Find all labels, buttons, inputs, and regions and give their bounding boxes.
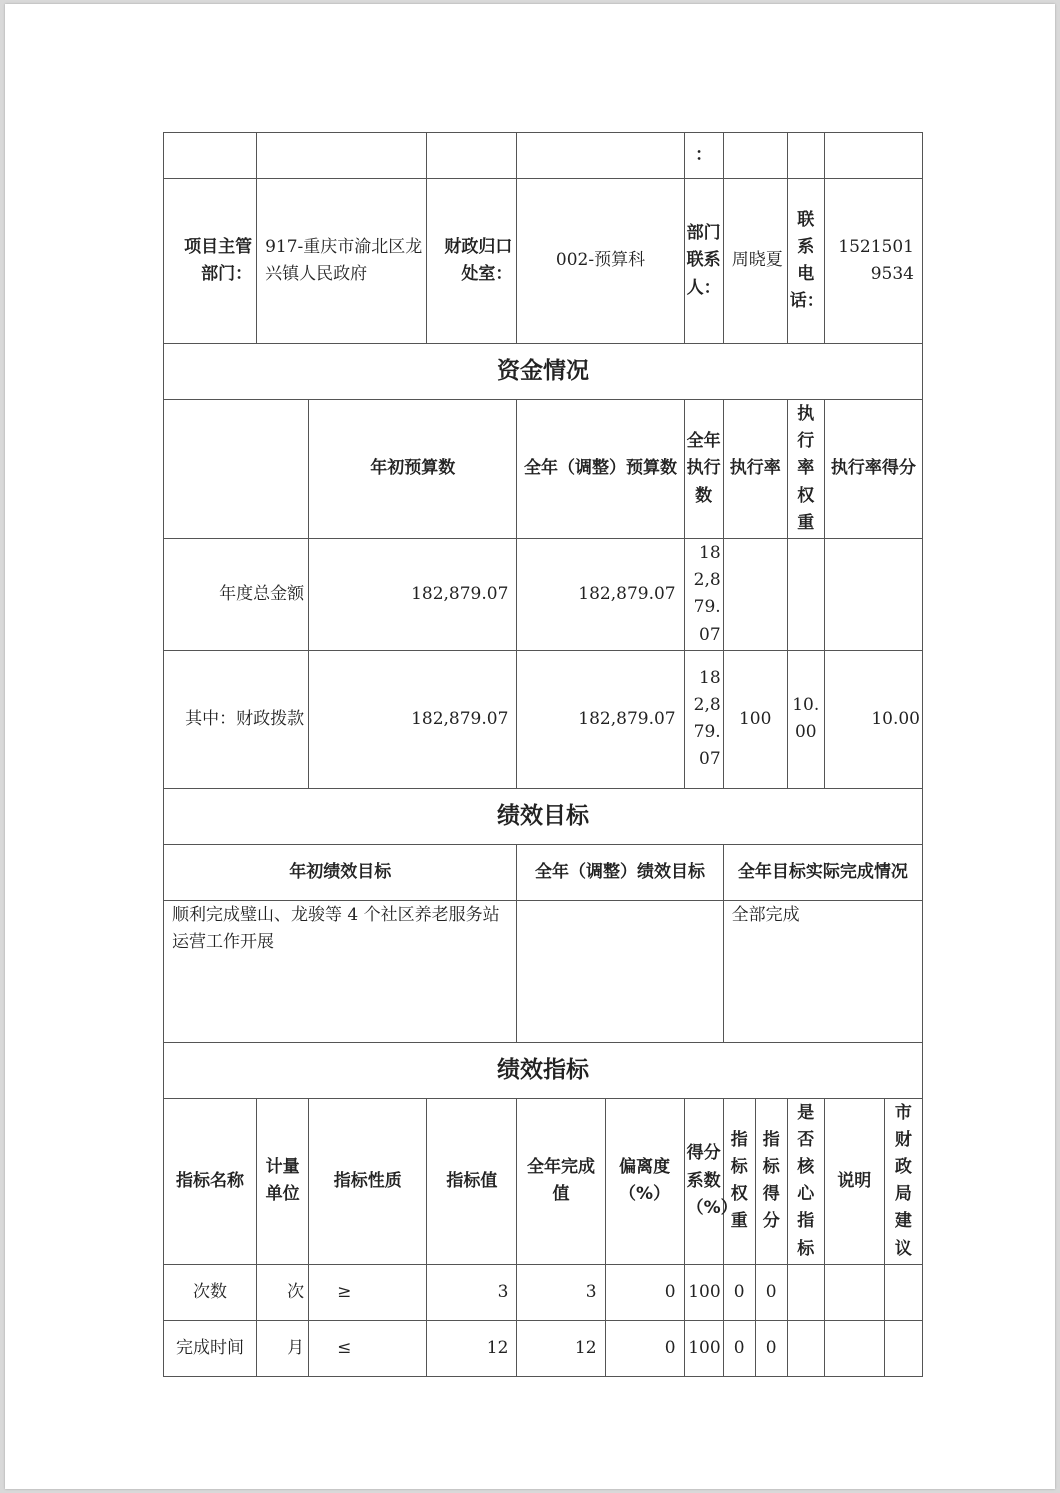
ind-advice bbox=[884, 1320, 922, 1376]
ind-header-unit: 计量单位 bbox=[257, 1098, 309, 1264]
ind-unit: 月 bbox=[257, 1320, 309, 1376]
indicators-section-title: 绩效指标 bbox=[164, 1042, 923, 1098]
funds-header-row bbox=[164, 400, 923, 539]
ind-header-coef: 得分系数（%） bbox=[684, 1098, 723, 1264]
funds-header-rate: 执行率 bbox=[723, 400, 787, 539]
ind-weight: 0 bbox=[723, 1320, 755, 1376]
goals-header-initial: 年初绩效目标 bbox=[164, 844, 517, 900]
ind-deviation: 0 bbox=[605, 1320, 684, 1376]
blank-cell bbox=[723, 133, 787, 179]
blank-cell bbox=[164, 133, 257, 179]
blank-cell bbox=[517, 133, 684, 179]
document-page bbox=[5, 4, 1055, 1489]
phone-label: 联系电话： bbox=[787, 179, 824, 344]
ind-unit: 次 bbox=[257, 1264, 309, 1320]
ind-header-deviation: 偏离度（%） bbox=[605, 1098, 684, 1264]
ind-done: 3 bbox=[517, 1264, 605, 1320]
goals-header-actual: 全年目标实际完成情况 bbox=[723, 844, 922, 900]
funds-row-rate: 100 bbox=[723, 650, 787, 788]
funds-row-weight: 10.00 bbox=[787, 650, 824, 788]
performance-form-table bbox=[163, 132, 923, 1377]
ind-header-weight: 指标权重 bbox=[723, 1098, 755, 1264]
contact-value: 周晓夏 bbox=[723, 179, 787, 344]
funds-row-score: 10.00 bbox=[824, 650, 922, 788]
indicators-section-row bbox=[164, 1042, 923, 1098]
ind-header-name: 指标名称 bbox=[164, 1098, 257, 1264]
funds-header-blank bbox=[164, 400, 309, 539]
ind-note bbox=[824, 1264, 884, 1320]
goals-actual-text: 全部完成 bbox=[723, 900, 922, 1042]
office-value: 002-预算科 bbox=[517, 179, 684, 344]
goals-section-row bbox=[164, 788, 923, 844]
funds-section-title: 资金情况 bbox=[164, 344, 923, 400]
ind-name: 完成时间 bbox=[164, 1320, 257, 1376]
dept-label: 项目主管部门： bbox=[164, 179, 257, 344]
blank-cell bbox=[787, 133, 824, 179]
ind-coef: 100 bbox=[684, 1264, 723, 1320]
ind-header-advice: 市财政局建议 bbox=[884, 1098, 922, 1264]
ind-weight: 0 bbox=[723, 1264, 755, 1320]
ind-header-core: 是否核心指标 bbox=[787, 1098, 824, 1264]
funds-header-initial: 年初预算数 bbox=[309, 400, 517, 539]
ind-advice bbox=[884, 1264, 922, 1320]
goals-header-row bbox=[164, 844, 923, 900]
phone-value: 15215019534 bbox=[824, 179, 922, 344]
ind-value: 3 bbox=[427, 1264, 517, 1320]
funds-row-initial: 182,879.07 bbox=[309, 538, 517, 650]
funds-row-total bbox=[164, 538, 923, 650]
ind-header-done: 全年完成值 bbox=[517, 1098, 605, 1264]
funds-header-executed: 全年执行数 bbox=[684, 400, 723, 539]
goals-content-row bbox=[164, 900, 923, 1042]
ind-name: 次数 bbox=[164, 1264, 257, 1320]
ind-score: 0 bbox=[755, 1320, 787, 1376]
goals-header-adjusted: 全年（调整）绩效目标 bbox=[517, 844, 723, 900]
funds-row-label: 年度总金额 bbox=[164, 538, 309, 650]
funds-row-initial: 182,879.07 bbox=[309, 650, 517, 788]
funds-row-fiscal bbox=[164, 650, 923, 788]
contact-label: 部门联系人： bbox=[684, 179, 723, 344]
funds-header-weight: 执行率权重 bbox=[787, 400, 824, 539]
funds-row-executed: 182,879.07 bbox=[684, 538, 723, 650]
ind-nature: ≥ bbox=[309, 1264, 427, 1320]
funds-row-score bbox=[824, 538, 922, 650]
ind-done: 12 bbox=[517, 1320, 605, 1376]
ind-core bbox=[787, 1264, 824, 1320]
dept-value: 917-重庆市渝北区龙兴镇人民政府 bbox=[257, 179, 427, 344]
funds-row-adjusted: 182,879.07 bbox=[517, 650, 684, 788]
ind-header-note: 说明 bbox=[824, 1098, 884, 1264]
funds-row-weight bbox=[787, 538, 824, 650]
blank-cell bbox=[257, 133, 427, 179]
funds-section-row bbox=[164, 344, 923, 400]
indicator-row bbox=[164, 1264, 923, 1320]
ind-nature: ≤ bbox=[309, 1320, 427, 1376]
ind-deviation: 0 bbox=[605, 1264, 684, 1320]
goals-adjusted-text bbox=[517, 900, 723, 1042]
funds-row-executed: 182,879.07 bbox=[684, 650, 723, 788]
goals-section-title: 绩效目标 bbox=[164, 788, 923, 844]
funds-row-adjusted: 182,879.07 bbox=[517, 538, 684, 650]
funds-row-rate bbox=[723, 538, 787, 650]
ind-header-value: 指标值 bbox=[427, 1098, 517, 1264]
ind-coef: 100 bbox=[684, 1320, 723, 1376]
colon-cell: ： bbox=[684, 133, 723, 179]
ind-header-nature: 指标性质 bbox=[309, 1098, 427, 1264]
ind-core bbox=[787, 1320, 824, 1376]
blank-cell bbox=[824, 133, 922, 179]
header-info-row bbox=[164, 179, 923, 344]
indicator-row bbox=[164, 1320, 923, 1376]
blank-cell bbox=[427, 133, 517, 179]
funds-row-label: 其中：财政拨款 bbox=[164, 650, 309, 788]
ind-value: 12 bbox=[427, 1320, 517, 1376]
indicators-header-row bbox=[164, 1098, 923, 1264]
funds-header-adjusted: 全年（调整）预算数 bbox=[517, 400, 684, 539]
ind-score: 0 bbox=[755, 1264, 787, 1320]
office-label: 财政归口处室： bbox=[427, 179, 517, 344]
goals-initial-text: 顺利完成璧山、龙骏等 4 个社区养老服务站运营工作开展 bbox=[164, 900, 517, 1042]
funds-header-score: 执行率得分 bbox=[824, 400, 922, 539]
ind-header-score: 指标得分 bbox=[755, 1098, 787, 1264]
top-partial-row bbox=[164, 133, 923, 179]
ind-note bbox=[824, 1320, 884, 1376]
